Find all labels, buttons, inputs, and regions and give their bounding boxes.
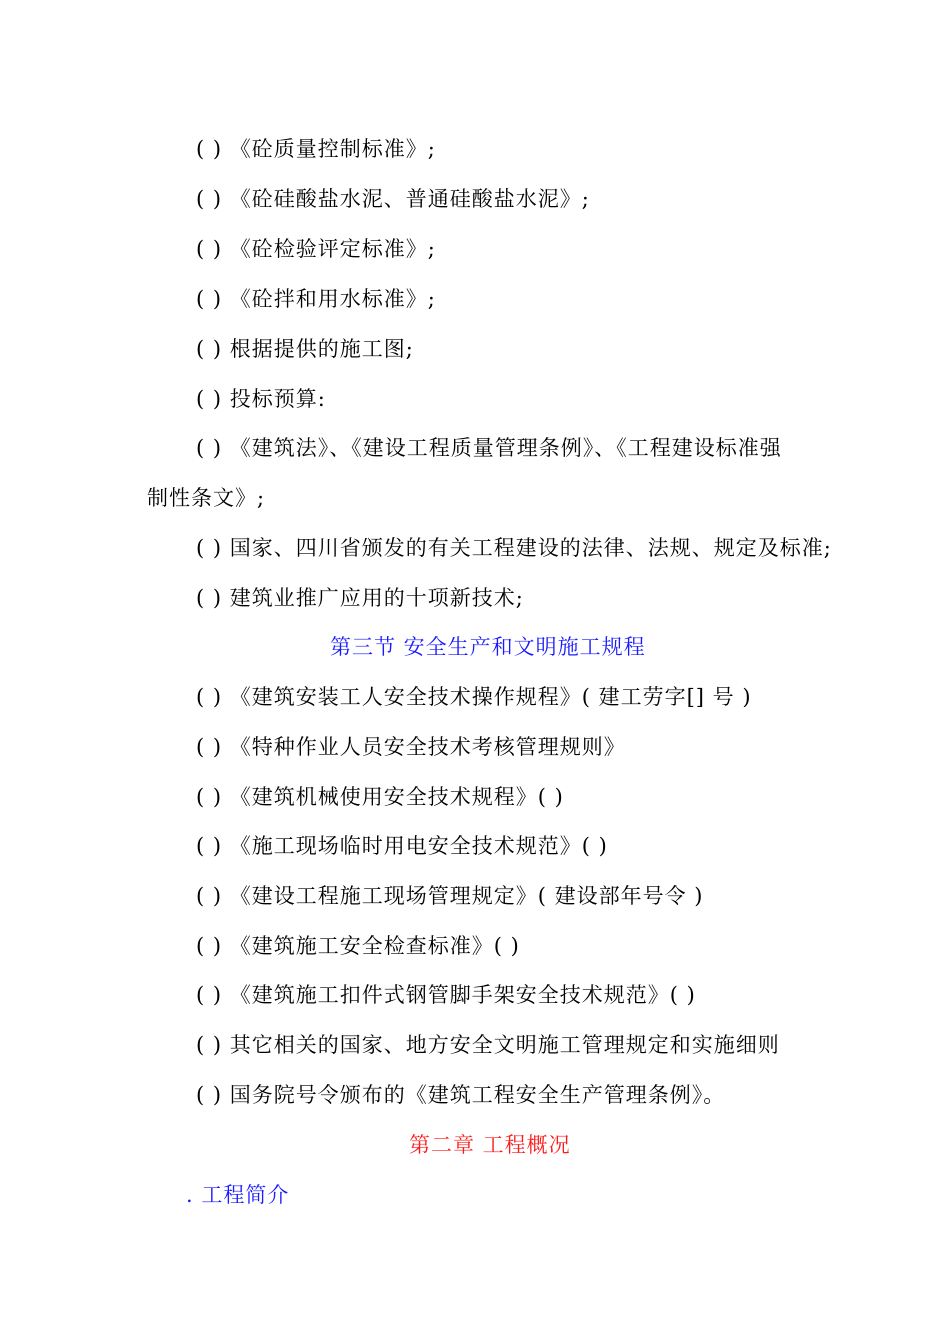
section-heading: 第三节 安全生产和文明施工规程 bbox=[330, 635, 646, 659]
list-item: ( ) 《特种作业人员安全技术考核管理规则》 bbox=[196, 735, 626, 759]
list-item: ( ) 国务院号令颁布的《建筑工程安全生产管理条例》。 bbox=[196, 1083, 726, 1107]
list-item: ( ) 根据提供的施工图; bbox=[196, 337, 414, 361]
list-item: ( ) 《施工现场临时用电安全技术规范》( ) bbox=[196, 834, 608, 858]
list-item: ( ) 《砼检验评定标准》; bbox=[196, 237, 436, 261]
list-item: ( ) 《建筑机械使用安全技术规程》( ) bbox=[196, 785, 564, 809]
list-item: ( ) 建筑业推广应用的十项新技术; bbox=[196, 586, 524, 610]
list-item: ( ) 《砼拌和用水标准》; bbox=[196, 287, 436, 311]
list-item: ( ) 《砼质量控制标准》; bbox=[196, 137, 436, 161]
list-item: ( ) 《建设工程施工现场管理规定》( 建设部年号令 ) bbox=[196, 884, 704, 908]
list-item: ( ) 《建筑施工扣件式钢管脚手架安全技术规范》( ) bbox=[196, 983, 696, 1007]
subsection-heading: . 工程简介 bbox=[186, 1183, 290, 1207]
list-item: ( ) 其它相关的国家、地方安全文明施工管理规定和实施细则 bbox=[196, 1033, 780, 1057]
list-item: ( ) 《建筑法》、《建设工程质量管理条例》、《工程建设标准强 bbox=[196, 436, 782, 460]
list-item: ( ) 国家、四川省颁发的有关工程建设的法律、法规、规定及标准; bbox=[196, 536, 832, 560]
list-item: ( ) 《砼硅酸盐水泥、普通硅酸盐水泥》; bbox=[196, 187, 590, 211]
list-item: ( ) 投标预算: bbox=[196, 387, 326, 411]
list-item: ( ) 《建筑安装工人安全技术操作规程》( 建工劳字[] 号 ) bbox=[196, 685, 752, 709]
list-item-continuation: 制性条文》; bbox=[147, 486, 266, 510]
chapter-heading: 第二章 工程概况 bbox=[409, 1133, 571, 1157]
list-item: ( ) 《建筑施工安全检查标准》( ) bbox=[196, 934, 520, 958]
